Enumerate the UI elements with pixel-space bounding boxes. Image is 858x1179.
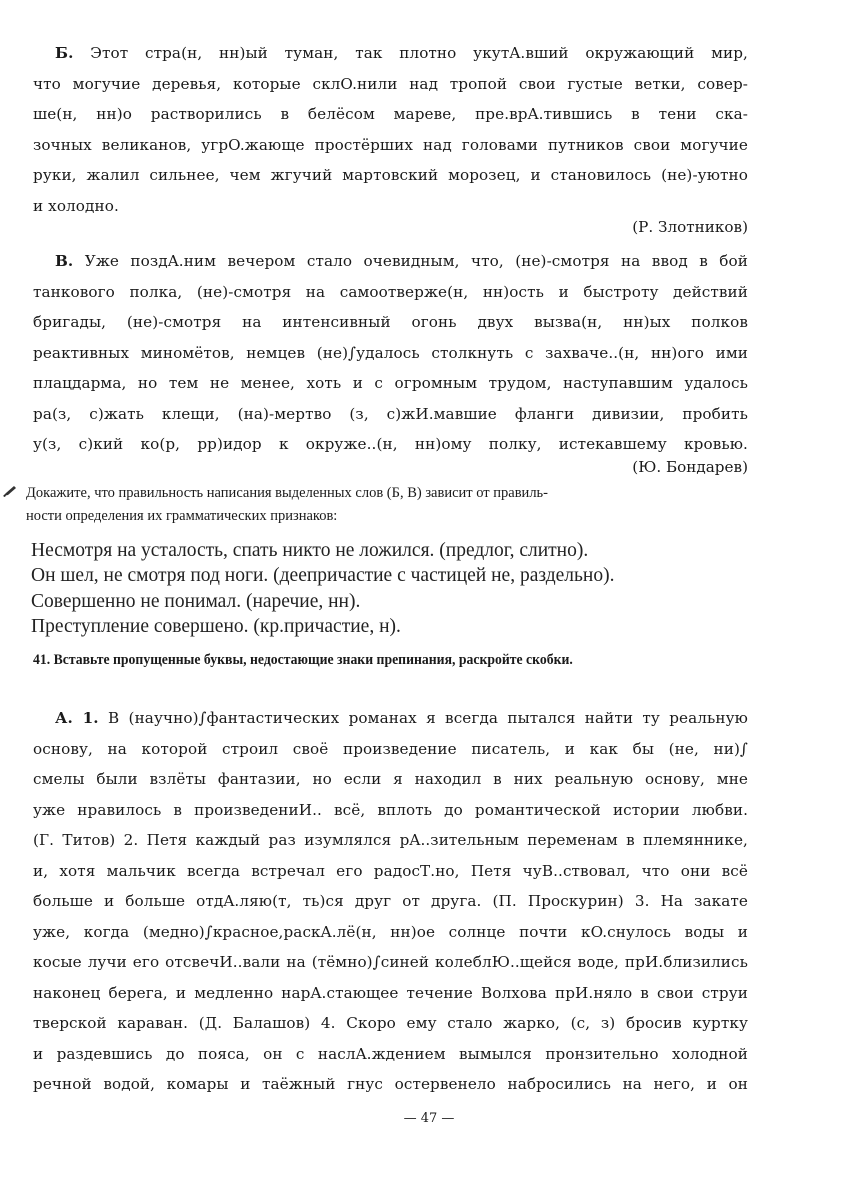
answers-block (31, 538, 614, 639)
section-b-label: Б. (55, 44, 74, 62)
section-b-paragraph (33, 38, 748, 221)
text-line: и, хотя мальчик всегда встречал его радосТ.но, Петя чуВ..ствовал, что они всё (33, 861, 748, 880)
section-v-paragraph (33, 246, 748, 460)
text-line: смелы были взлёты фантазии, но если я находил в них реальную основу, мне (33, 770, 748, 788)
answer-line: Он шел, не смотря под ноги. (деепричастие с частицей не, раздельно). (31, 565, 615, 587)
author-zlotnikov: (Р. Злотников) (632, 218, 748, 236)
text-line: и холодно. (33, 196, 119, 215)
answer-line: Совершенно не понимал. (наречие, нн). (31, 590, 361, 612)
task-line: ности определения их грамматических признаков: (26, 508, 338, 524)
text-line: ше(н, нн)о растворились в белёсом мареве, прe.врA.тившись в тени ска- (33, 105, 748, 123)
text-line: реактивных миномётов, немцев (не)∫удалось столкнуть с захвачe..(н, нн)ого ими (33, 343, 748, 362)
exercise-41-title: 41. Вставьте пропущенные буквы, недостающие знаки препинания, раскройте скобки. (33, 652, 573, 668)
section-v-label: В. (55, 252, 74, 270)
text-line: и раздевшись до пояса, он с наслA.ждением вымылся пронзительно холодной (33, 1044, 748, 1063)
line-text: Уже поздA.ним вечером стало очевидным, что, (не)-смотря на ввод в бой (84, 252, 748, 270)
author-bondarev: (Ю. Бондарев) (632, 458, 748, 476)
text-line (33, 246, 748, 277)
task-line: Докажите, что правильность написания выделенных слов (Б, В) зависит от правиль- (26, 485, 548, 501)
text-line (33, 38, 748, 69)
answer-line: Преступление совершено. (кр.причастие, н). (31, 615, 401, 637)
line-text: В (научно)∫фантастических романах я всегда пытался найти ту реальную (107, 709, 748, 727)
text-line: у(з, с)кий ко(р, рр)идор к окружe..(н, нн)ому полку, истекавшему кровью. (33, 435, 748, 453)
text-line: плацдарма, но тем не менее, хоть и с огромным трудом, наступавшим удалось (33, 374, 748, 392)
text-line: что могучие деревья, которые склO.нили над тропой свои густые ветки, совер- (33, 74, 748, 93)
answer-line: Несмотря на усталость, спать никто не ложился. (предлог, слитно). (31, 540, 589, 561)
task-instruction (26, 482, 746, 528)
text-line: косые лучи его отсвечИ..вали на (тёмно)∫синей колеблЮ..щейся воде, прИ.близились (33, 953, 748, 971)
pen-icon (2, 484, 18, 498)
section-a-label: А. 1. (55, 709, 99, 727)
text-line: больше и больше отдA.ляю(т, ть)ся друг от друга. (П. Проскурин) 3. На закате (33, 892, 748, 910)
exercise-41-paragraph (33, 703, 748, 1100)
text-line: (Г. Титов) 2. Петя каждый раз изумлялся рA..зительным переменам в племяннике, (33, 831, 748, 849)
text-line: бригады, (не)-смотря на интенсивный огонь двух вызва(н, нн)ых полков (33, 313, 748, 331)
text-line: наконец берега, и медленно нарA.стающее течение Волхова прИ.няло в свои струи (33, 983, 748, 1002)
text-line: речной водой, комары и таёжный гнус остервенело набросились на него, и он (33, 1075, 748, 1093)
page-number: — 47 — (403, 1111, 455, 1126)
text-line: уже нравилось в произведениИ.. всё, вплоть до романтической истории любви. (33, 800, 748, 819)
text-line: танкового полка, (не)-смотря на самоотверже(н, нн)ость и быстроту действий (33, 282, 748, 301)
text-line (33, 703, 748, 734)
text-line: основу, на которой строил своё произведение писатель, и как бы (не, ни)∫ (33, 739, 748, 758)
text-line: руки, жалил сильнее, чем жгучий мартовский морозец, и становилось (не)-уютно (33, 166, 748, 184)
text-line: ра(з, с)жать клещи, (на)-мертво (з, с)жИ.мавшие фланги дивизии, пробить (33, 404, 748, 423)
text-line: зочных великанов, угрO.жающе простёрших над головами путников свои могучие (33, 135, 748, 154)
text-line: уже, когда (медно)∫красное,раскA.лё(н, нн)ое солнце почти кO.снулось воды и (33, 922, 748, 941)
text-line: тверской караван. (Д. Балашов) 4. Скоро ему стало жарко, (с, з) бросив куртку (33, 1014, 748, 1032)
line-text: Этот стра(н, нн)ый туман, так плотно укутA.вший окружающий мир, (90, 44, 748, 62)
